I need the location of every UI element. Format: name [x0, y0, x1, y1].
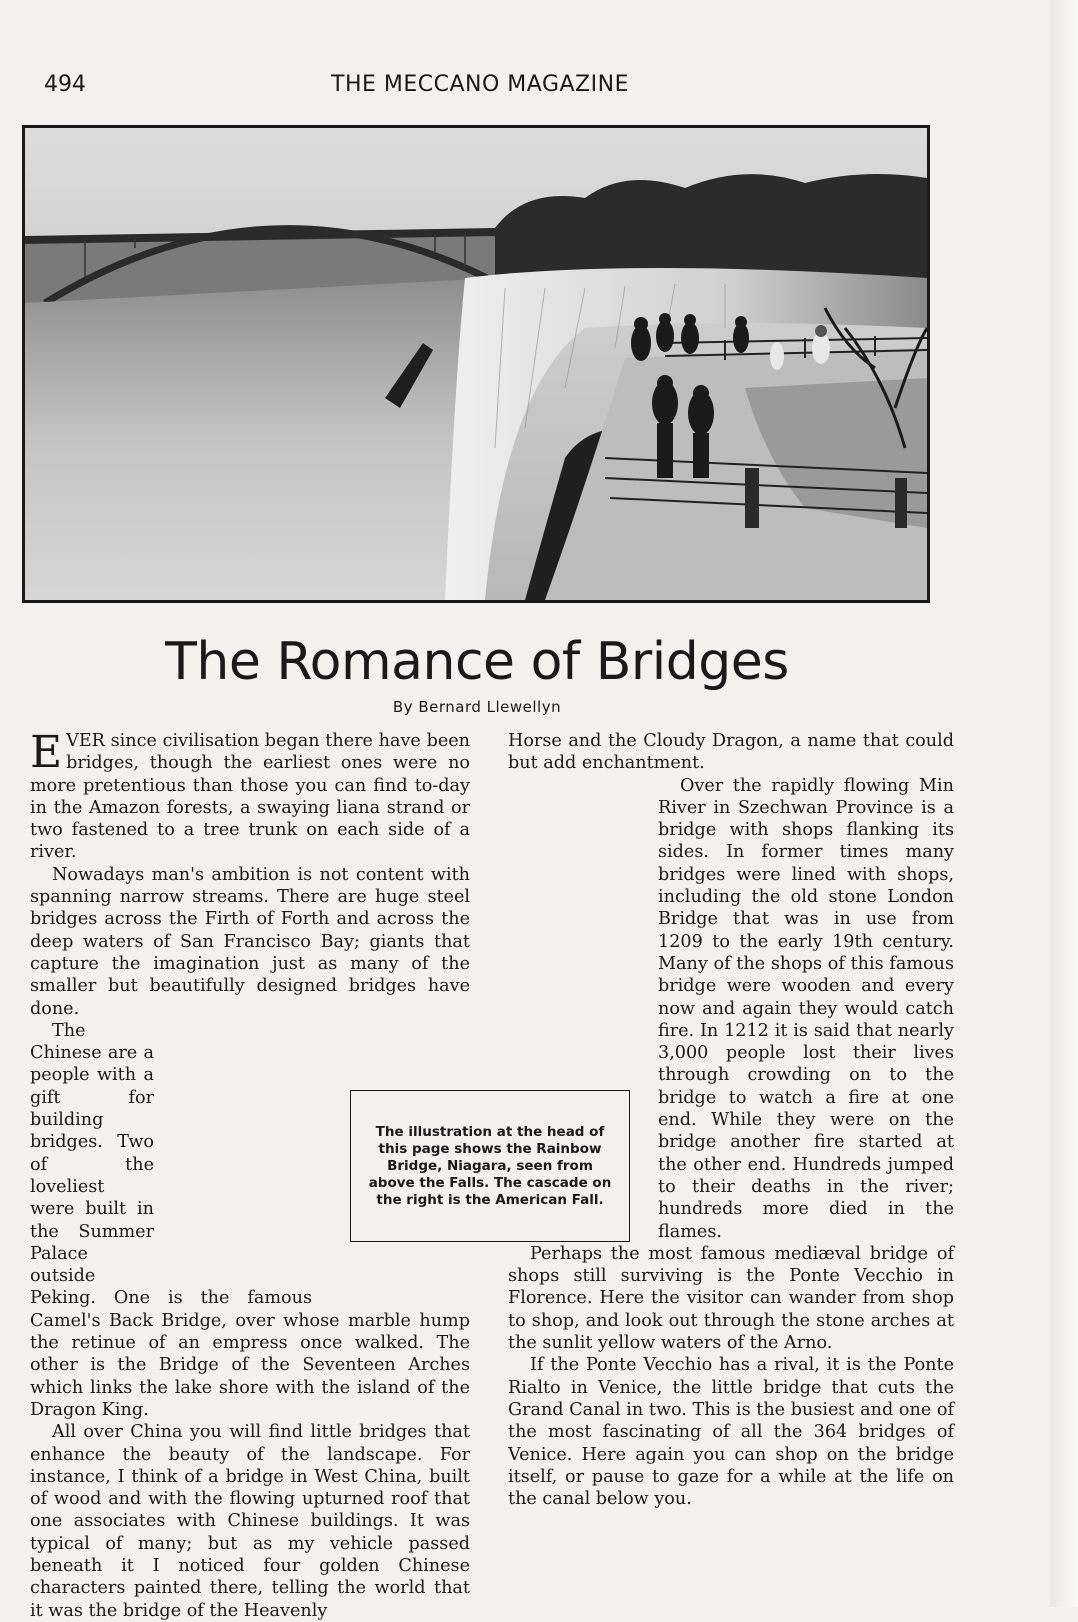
- page-number: 494: [44, 72, 86, 97]
- drop-cap: E: [30, 727, 63, 778]
- paragraph: EVER since civilisation began there have been bridges, though the earliest ones were no more pretentious than those you can find to-day in the Amazon forests, a swaying liana strand or two fastened to a tree trunk on each side of a river.: [30, 727, 470, 863]
- magazine-title: THE MECCANO MAGAZINE: [331, 72, 629, 97]
- article-byline: By Bernard Llewellyn: [392, 698, 562, 716]
- paragraph: The Chinese are a people with a gift for building bridges. Two of the loveliest were built in the Summer Palace outside Peking. One is the famous Camel's Back Bridge, over whose marble hump the retinue of an empress once walked. The other is the Bridge of the Seventeen Arches which links the lake shore with the island of the Dragon King.: [30, 1020, 470, 1420]
- paragraph: Horse and the Cloudy Dragon, a name that could but add enchantment.: [508, 731, 954, 774]
- paragraph: Over the rapidly flowing Min River in Szechwan Province is a bridge with shops flanking its sides. In former times many bridges were lined with shops, including the old stone London Bridge that was in use from 1209 to the early 19th century. Many of the shops of this famous bridge were wooden and every now and again they would catch fire. In 1212 it is said that nearly 3,000 people lost their lives through crowding on to the bridge to watch a fire at one end. While they were on the bridge another fire started at the other end. Hundreds jumped to their deaths in the river; hundreds more died in the flames.: [658, 775, 954, 1242]
- niagara-bridge-photo: [22, 125, 930, 603]
- page-header: [0, 72, 1078, 108]
- page-edge: [1050, 0, 1078, 1607]
- caption-box: [350, 1090, 630, 1242]
- paragraph: Nowadays man's ambition is not content with spanning narrow streams. There are huge steel bridges across the Firth of Forth and across the deep waters of San Francisco Bay; giants that capture the imagination just as many of the smaller but beautifully designed bridges have done.: [30, 864, 470, 1019]
- article-title: The Romance of Bridges: [165, 632, 789, 692]
- paragraph: If the Ponte Vecchio has a rival, it is the Ponte Rialto in Venice, the little bridge that cuts the Grand Canal in two. This is the busiest and one of the most fascinating of all the 364 bridges of Venice. Here again you can shop on the bridge itself, or pause to gaze for a while at the life on the canal below you.: [508, 1355, 954, 1510]
- paragraph: Perhaps the most famous mediæval bridge of shops still surviving is the Ponte Vecchio in Florence. Here the visitor can wander from shop to shop, and look out through the stone arches at the sunlit yellow waters of the Arno.: [508, 1243, 954, 1354]
- photo-illustration: [25, 128, 927, 600]
- paragraph: All over China you will find little bridges that enhance the beauty of the landscape. For instance, I think of a bridge in West China, built of wood and with the flowing upturned roof that one associates with Chinese buildings. It was typical of many; but as my vehicle passed beneath it I noticed four golden Chinese characters painted there, telling the world that it was the bridge of the Heavenly: [30, 1422, 470, 1621]
- photo-caption: The illustration at the head of this page shows the Rainbow Bridge, Niagara, seen from above the Falls. The cascade on the right is the American Fall.: [368, 1123, 612, 1208]
